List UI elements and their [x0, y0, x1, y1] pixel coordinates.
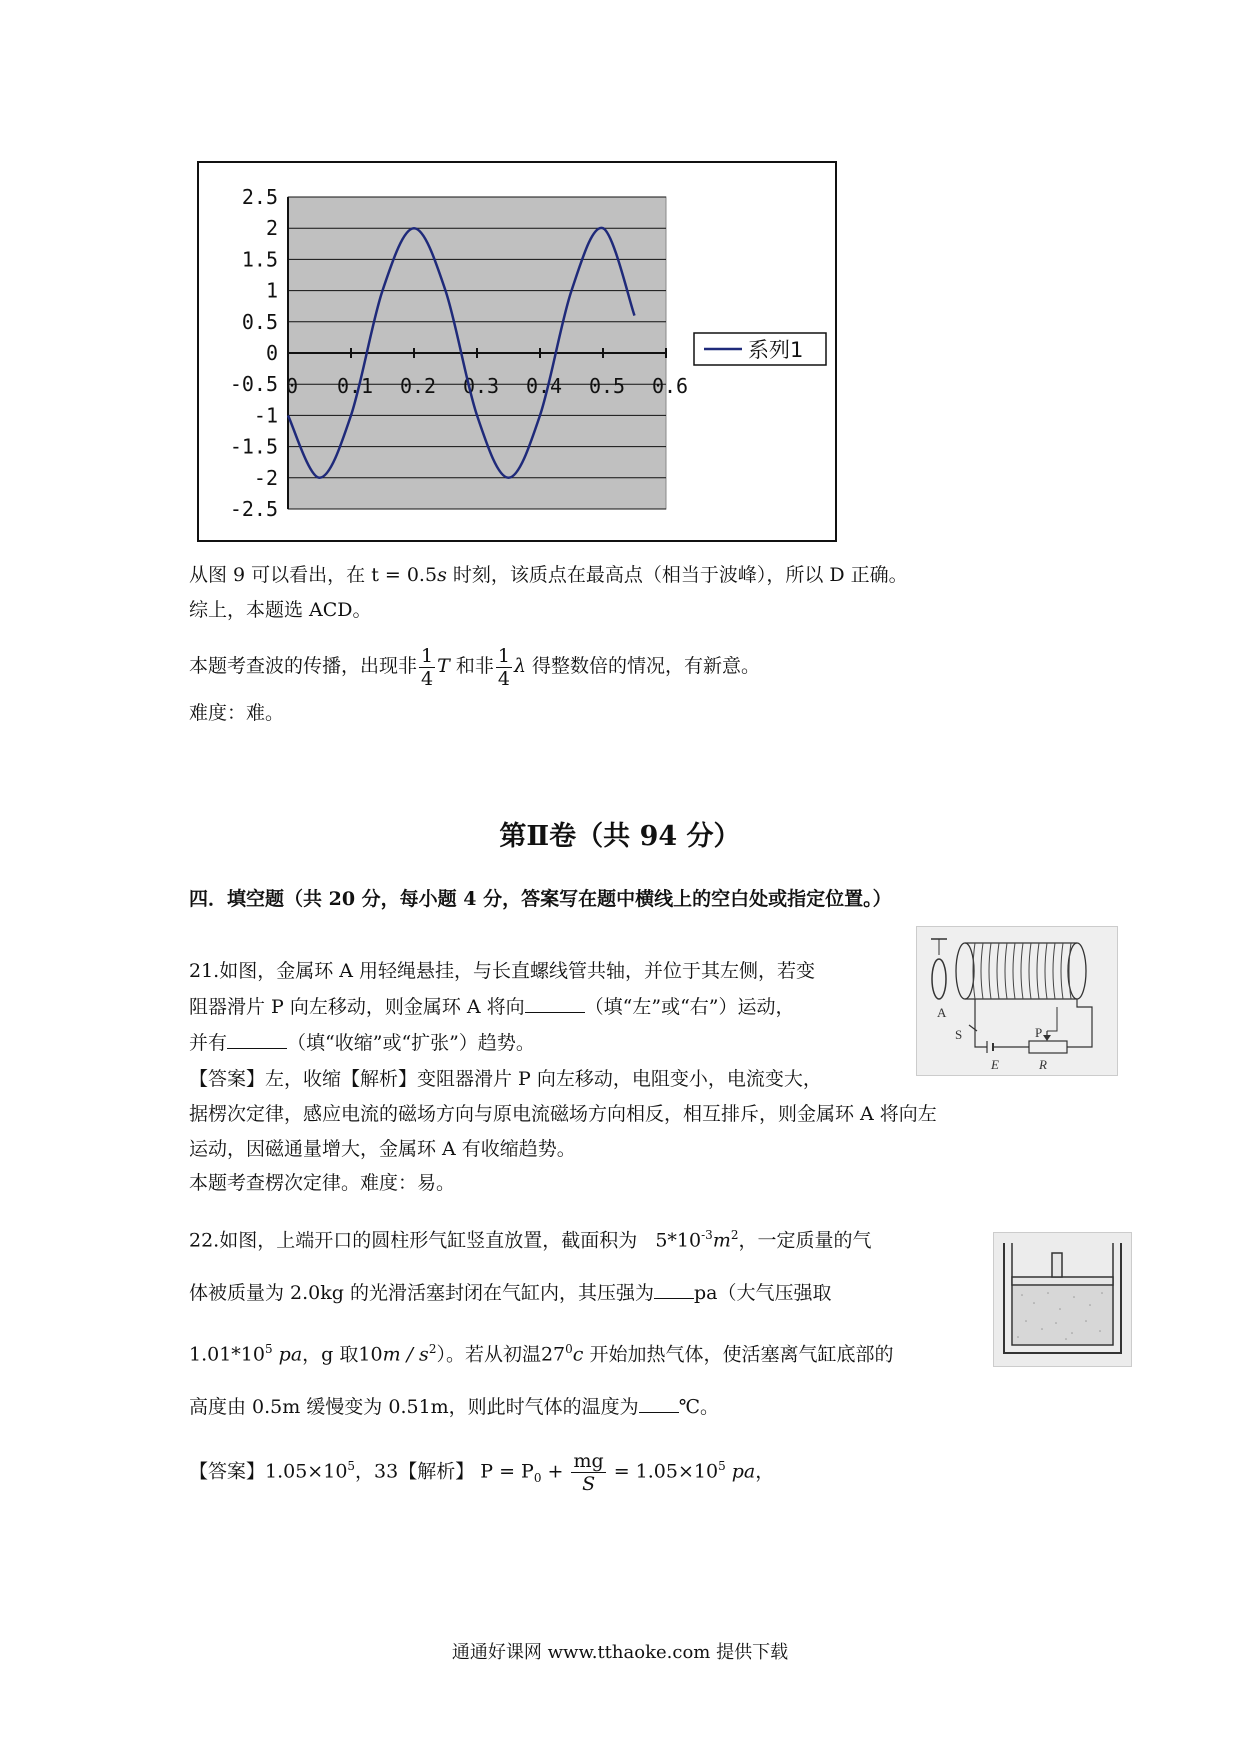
frac2-num: 1	[497, 644, 510, 667]
q22-text-2b: pa（大气压强取	[693, 1282, 832, 1304]
q22-answer	[189, 1440, 774, 1504]
paragraph-figure9	[189, 562, 908, 588]
q22-text-3c: ）。若从初温	[436, 1343, 541, 1366]
q22-line1	[189, 1222, 872, 1253]
cylinder-diagram	[994, 1233, 1131, 1366]
p2-text: 综上，本题选 ACD。	[189, 599, 372, 621]
frac2-den: 4	[497, 667, 510, 690]
q22-g-unit: m / s	[382, 1343, 429, 1366]
section-title: 第Ⅱ卷（共 94 分）	[499, 821, 741, 852]
q22-text-4a: 高度由 0.5m 缓慢变为 0.51m，则此时气体的温度为	[189, 1396, 639, 1418]
y-tick-label: -2	[253, 465, 278, 490]
q22-temp-exp: 0	[565, 1342, 573, 1356]
q21-blank-1[interactable]	[525, 994, 585, 1013]
q22-area-sq: 2	[730, 1228, 739, 1242]
q21-blank-2[interactable]	[227, 1030, 287, 1049]
q22-ans-exp2: 5	[718, 1459, 726, 1473]
x-tick-label: 0.4	[525, 374, 563, 398]
q22-area-unit: m	[712, 1229, 731, 1252]
paragraph-summary	[189, 597, 372, 623]
q22-ans-c: = 1.05×10	[607, 1460, 719, 1483]
q21-line2	[189, 994, 795, 1020]
q22-g-exp: 2	[428, 1342, 437, 1356]
p3-text-a: 本题考查波的传播，出现非	[189, 655, 418, 677]
label-P: P	[1035, 1025, 1043, 1040]
paragraph-difficulty	[189, 700, 284, 726]
fraction-quarter-2	[496, 645, 512, 690]
y-tick-label: 1.5	[241, 247, 278, 272]
frac-S: S	[582, 1472, 596, 1495]
x-tick-label: 0.6	[651, 374, 689, 398]
q21-text-2a: 阻器滑片 P 向左移动，则金属环 A 将向	[189, 996, 525, 1018]
q22-text-1b: ，一定质量的气	[738, 1229, 872, 1252]
p1-var-s: s	[437, 564, 447, 586]
y-tick-label: -0.5	[229, 372, 278, 397]
q21-text-3a: 并有	[189, 1032, 228, 1054]
y-tick-label: -1.5	[229, 434, 278, 459]
label-E: E	[991, 1057, 999, 1072]
label-S: S	[955, 1027, 963, 1042]
q21-answer-4: 本题考查楞次定律。难度：易。	[189, 1172, 456, 1194]
q21-text-2b: （填“左”或“右”）运动，	[584, 996, 795, 1018]
p1-text-a: 从图 9 可以看出，在 t = 0.5	[189, 564, 438, 586]
y-tick-label: 2.5	[241, 185, 278, 209]
sine-chart	[199, 163, 835, 540]
p3-var-T: T	[437, 655, 450, 677]
q22-text-1a: 22.如图，上端开口的圆柱形气缸竖直放置，截面积为	[189, 1229, 638, 1252]
label-A: A	[937, 1005, 947, 1020]
q22-text-4b: ℃。	[678, 1396, 719, 1418]
q22-line2	[189, 1280, 831, 1306]
fraction-mg-over-S	[571, 1450, 605, 1495]
q22-area-coeff: 5*10	[655, 1229, 702, 1252]
p3-var-lambda: λ	[513, 655, 526, 677]
q22-temp-unit: c	[572, 1343, 584, 1366]
x-tick-label: 0.1	[336, 374, 374, 398]
chart-frame	[197, 161, 837, 542]
q21-answer-3: 运动，因磁通量增大，金属环 A 有收缩趋势。	[189, 1138, 576, 1160]
x-tick-label: 0.3	[462, 374, 500, 398]
q21-answer-2: 据楞次定律，感应电流的磁场方向与原电流磁场方向相反，相互排斥，则金属环 A 将向左	[189, 1103, 937, 1125]
y-tick-label: 0	[265, 341, 278, 365]
q22-atm-exp: 5	[264, 1342, 273, 1356]
y-tick-label: 2	[265, 216, 278, 241]
q22-atm-unit: pa	[278, 1343, 303, 1366]
x-tick-label: 0.5	[588, 374, 626, 398]
q22-ans-exp: 5	[347, 1459, 356, 1473]
q22-text-3b: ，g 取	[302, 1343, 359, 1366]
q22-line4	[189, 1394, 719, 1420]
solenoid-diagram	[917, 927, 1117, 1075]
y-tick-label: 1	[265, 278, 278, 303]
p3-text-b: 和非	[449, 655, 494, 677]
y-tick-label: 0.5	[241, 309, 278, 334]
fraction-quarter-1	[419, 645, 435, 690]
q21-text-1: 21.如图，金属环 A 用轻绳悬挂，与长直螺线管共轴，并位于其左侧，若变	[189, 960, 816, 982]
footer: 通通好课网 www.tthaoke.com 提供下载	[451, 1642, 789, 1663]
q22-temp-value: 27	[540, 1343, 566, 1366]
q22-ans-a: 【答案】1.05×10	[189, 1460, 348, 1483]
p4-text: 难度：难。	[189, 702, 285, 724]
q22-ans-end: ，	[755, 1460, 775, 1483]
q22-g-value: 10	[358, 1343, 383, 1366]
legend-label: 系列1	[748, 338, 804, 362]
p3-text-c: 得整数倍的情况，有新意。	[525, 655, 761, 677]
q22-line3	[189, 1336, 894, 1367]
q22-blank-2[interactable]	[639, 1394, 679, 1413]
q21-text-3b: （填“收缩”或“扩张”）趋势。	[287, 1032, 535, 1054]
q22-text-3d: 开始加热气体，使活塞离气缸底部的	[583, 1343, 894, 1366]
figure-cylinder	[993, 1232, 1132, 1367]
q21-line3	[189, 1030, 535, 1056]
y-tick-label: -1	[253, 403, 278, 428]
q22-ans-sub: 0	[533, 1471, 542, 1486]
q21-answer-1: 【答案】左，收缩【解析】变阻器滑片 P 向左移动，电阻变小，电流变大，	[189, 1068, 822, 1090]
paragraph-topic	[189, 640, 760, 692]
q22-ans-plus: +	[541, 1460, 570, 1483]
p1-text-b: 时刻，该质点在最高点（相当于波峰），所以 D 正确。	[446, 564, 908, 586]
frac-mg: mg	[573, 1449, 604, 1472]
part-heading: 四．填空题（共 20 分，每小题 4 分，答案写在题中横线上的空白处或指定位置。）	[189, 888, 892, 910]
q22-ans-b: ，33【解析】 P = P	[355, 1460, 534, 1483]
figure-solenoid	[916, 926, 1118, 1076]
x-tick-label: 0.2	[399, 374, 437, 398]
label-R: R	[1039, 1057, 1047, 1072]
q22-atm-coeff: 1.01*10	[189, 1343, 265, 1366]
q22-ans-unit: pa	[731, 1460, 756, 1483]
q21-line1	[189, 958, 815, 984]
x-tick-label: 0	[285, 374, 299, 398]
frac1-num: 1	[421, 644, 434, 667]
q22-text-2a: 体被质量为 2.0kg 的光滑活塞封闭在气缸内，其压强为	[189, 1282, 654, 1304]
frac1-den: 4	[421, 667, 434, 690]
y-tick-label: -2.5	[229, 497, 278, 521]
q22-area-exp: -3	[701, 1228, 713, 1242]
q22-blank-1[interactable]	[654, 1280, 694, 1299]
